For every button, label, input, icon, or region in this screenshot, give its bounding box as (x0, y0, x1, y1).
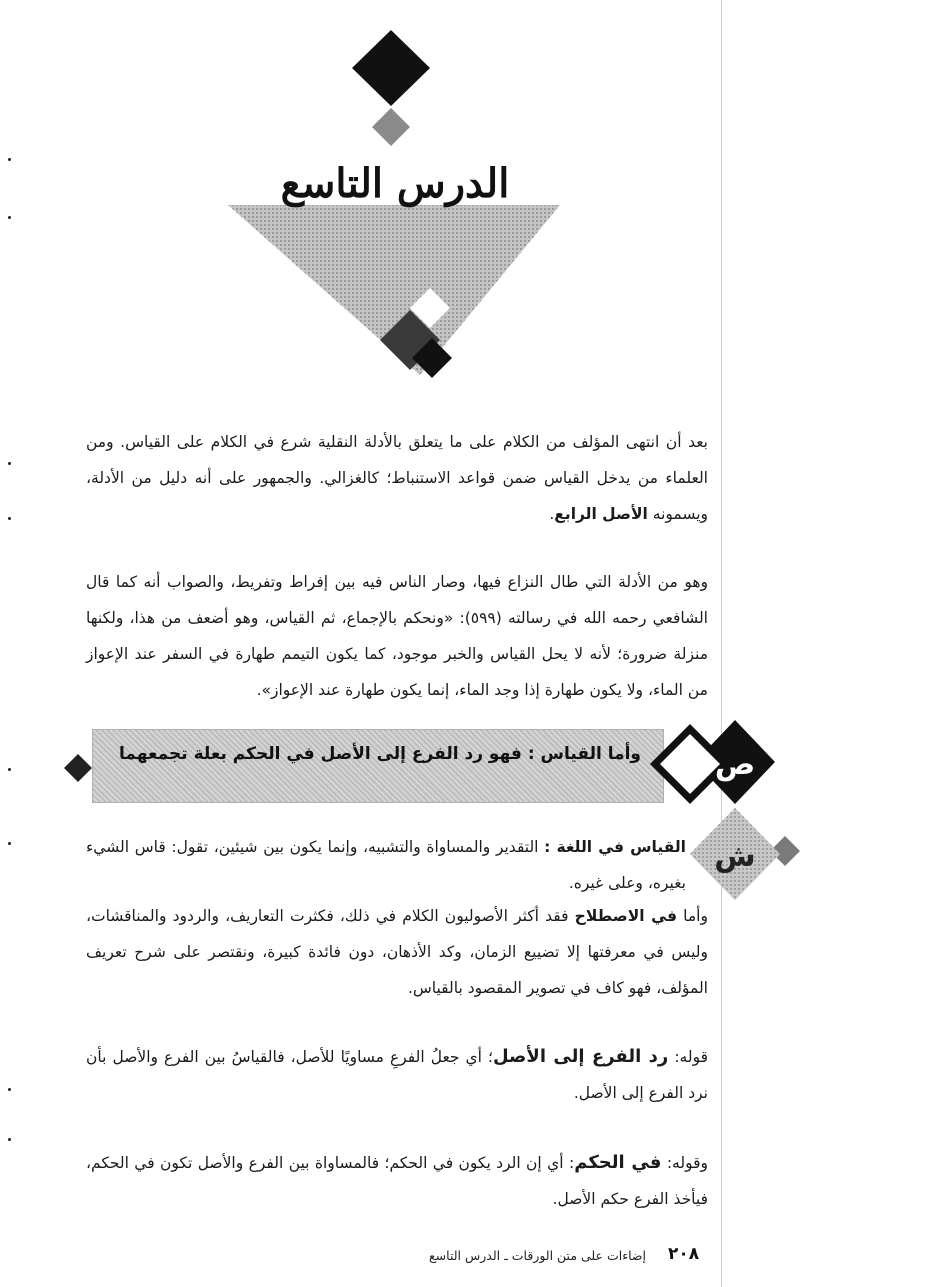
sharh-lead-3: قوله: (674, 1048, 708, 1066)
sharh-term-radd: رد الفرع إلى الأصل (492, 1046, 669, 1067)
sharh-paragraph-4 (86, 1145, 708, 1217)
margin-mark (8, 1088, 11, 1091)
sharh-text-1: التقدير والمساواة والتشبيه، وإنما يكون بين شيئين، تقول: قاس الشيء بغيره، وعلى غيره. (86, 838, 686, 892)
margin-mark (8, 462, 11, 465)
sharh-text-4: : أي إن الرد يكون في الحكم؛ فالمساواة بين الفرع والأصل تكون في الحكم، فيأخذ الفرع حكم الأصل. (86, 1154, 708, 1208)
sharh-term-hukm: في الحكم (574, 1152, 662, 1173)
sharh-badge-letter: ش (714, 839, 756, 874)
intro-text: بعد أن انتهى المؤلف من الكلام على ما يتعلق بالأدلة النقلية شرع في الكلام على القياس. ومن العلماء من يدخل القياس ضمن قواعد الاستنباط؛ كالغزالي. والجمهور على أنه دليل من الأدلة، ويسمونه (86, 433, 708, 523)
top-diamond (352, 30, 430, 106)
margin-rule (721, 0, 722, 1287)
sharh-term-istilah: في الاصطلاح (574, 907, 677, 925)
sharh-term-lugha: القياس في اللغة : (544, 838, 686, 856)
sharh-text-2: فقد أكثر الأصوليون الكلام في ذلك، فكثرت التعاريف، والردود والمناقشات، وليس في معرفتها إلا تضييع الزمان، وكد الأذهان، دون فائدة كبيرة، ونقتصر على شرح تعريف المؤلف، فهو كاف في تصوير المقصود بالقياس. (86, 907, 708, 997)
sharh-paragraph-2 (86, 898, 708, 1006)
sharh-lead-4: وقوله: (666, 1154, 708, 1172)
margin-mark (8, 842, 11, 845)
sharh-paragraph-1 (86, 829, 686, 901)
matn-banner (92, 729, 664, 803)
banner-end-diamond (62, 752, 94, 784)
margin-mark (8, 768, 11, 771)
page-number: ٢٠٨ (668, 1244, 700, 1264)
sharh-text-3: ؛ أي جعلُ الفرعِ مساويًا للأصل، فالقياسُ بين الفرع والأصل بأن نرد الفرع إلى الأصل. (86, 1048, 708, 1102)
matn-badge (650, 720, 775, 805)
intro-paragraph-1: بعد أن انتهى المؤلف من الكلام على ما يتعلق بالأدلة النقلية شرع في الكلام على القياس. ومن العلماء من يدخل القياس ضمن قواعد الاستنباط؛ كالغزالي. والجمهور على أنه دليل من الأدلة، ويسمونه الأصل الرابع. (86, 433, 708, 523)
intro-bold-term: الأصل الرابع (554, 505, 648, 523)
matn-text: وأما القياس : فهو رد الفرع إلى الأصل في الحكم بعلة تجمعهما (119, 744, 641, 764)
sharh-badge (690, 808, 800, 900)
sharh-paragraph-3 (86, 1039, 708, 1111)
margin-mark (8, 517, 11, 520)
intro-paragraph-2: وهو من الأدلة التي طال النزاع فيها، وصار الناس فيه بين إفراط وتفريط، والصواب أنه كما قال الشافعي رحمه الله في رسالته (٥٩٩): «ونحكم بالإجماع، ثم القياس، وهو أضعف من هذا، ولكنها منزلة ضرورة؛ لأنه لا يحل القياس والخبر موجود، كما يكون التيمم طهارة في السفر عند الإعواز من الماء، ولا يكون طهارة إذا وجد الماء، إنما يكون طهارة عند الإعواز». (86, 573, 708, 699)
sharh-lead-2: وأما (683, 907, 708, 925)
margin-mark (8, 158, 11, 161)
small-diamond (372, 108, 410, 146)
running-title: إضاءات على متن الورقات ـ الدرس التاسع (429, 1248, 646, 1263)
chapter-title: الدرس التاسع (280, 160, 510, 207)
margin-mark (8, 1138, 11, 1141)
margin-mark (8, 216, 11, 219)
matn-badge-letter: ص (714, 747, 756, 782)
